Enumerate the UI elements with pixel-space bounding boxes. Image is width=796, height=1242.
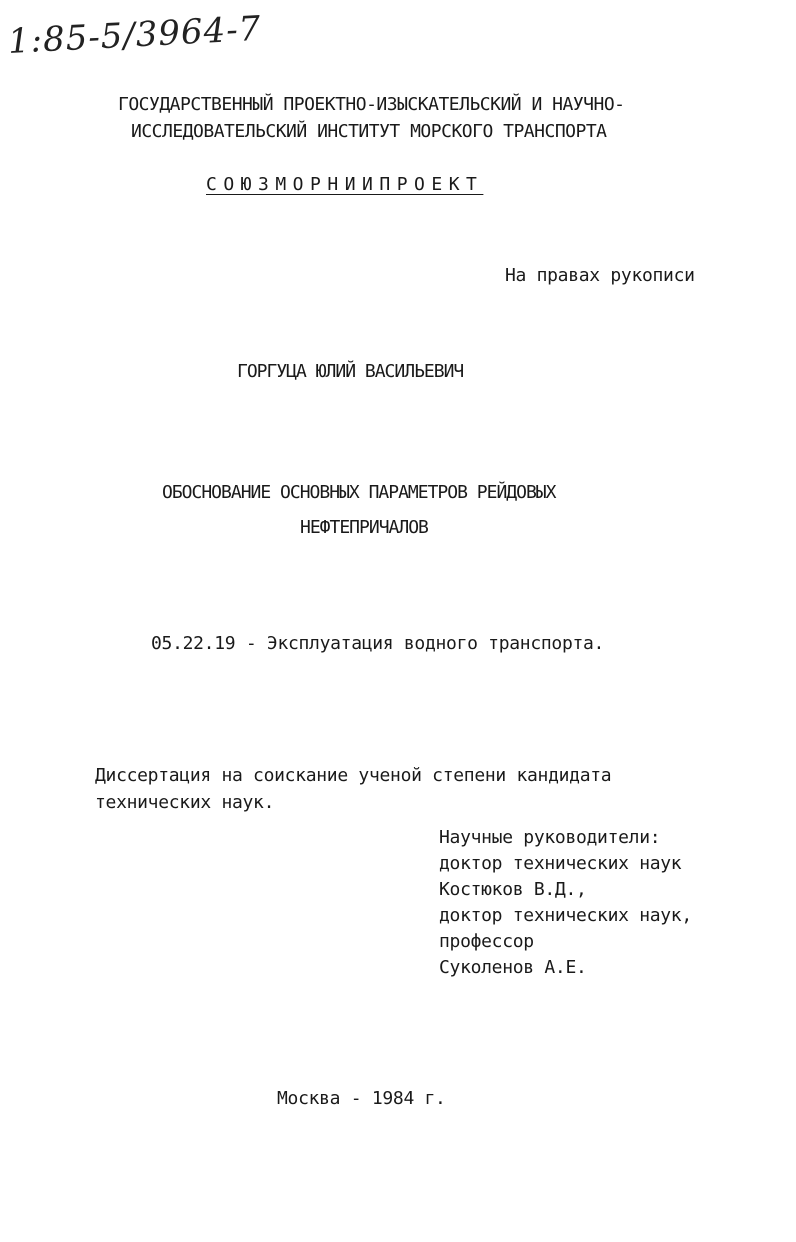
handwritten-registration-code: 1:85-5/3964-7 bbox=[6, 8, 263, 62]
rights-note: На правах рукописи bbox=[505, 265, 695, 286]
supervisor-line: Костюков В.Д., bbox=[439, 879, 587, 900]
title-line-1: ОБОСНОВАНИЕ ОСНОВНЫХ ПАРАМЕТРОВ РЕЙДОВЫХ bbox=[162, 482, 556, 503]
institute-name-line-1: ГОСУДАРСТВЕННЫЙ ПРОЕКТНО-ИЗЫСКАТЕЛЬСКИЙ И НАУЧНО- bbox=[118, 94, 625, 115]
author-name: ГОРГУЦА ЮЛИЙ ВАСИЛЬЕВИЧ bbox=[237, 361, 464, 382]
supervisor-line: доктор технических наук bbox=[439, 853, 682, 874]
title-line-2: НЕФТЕПРИЧАЛОВ bbox=[300, 517, 428, 538]
institute-short-name: СОЮЗМОРНИИПРОЕКТ bbox=[206, 174, 484, 195]
supervisors-heading: Научные руководители: bbox=[439, 827, 661, 848]
supervisor-line: Суколенов А.Е. bbox=[439, 957, 587, 978]
supervisor-line: доктор технических наук, bbox=[439, 905, 692, 926]
place-and-year: Москва - 1984 г. bbox=[277, 1088, 446, 1109]
supervisor-line: профессор bbox=[439, 931, 534, 952]
institute-name-line-2: ИССЛЕДОВАТЕЛЬСКИЙ ИНСТИТУТ МОРСКОГО ТРАНСПОРТА bbox=[131, 121, 607, 142]
specialty-code: 05.22.19 - Эксплуатация водного транспорта. bbox=[151, 633, 605, 654]
dissertation-line-2: технических наук. bbox=[95, 792, 275, 813]
dissertation-line-1: Диссертация на соискание ученой степени кандидата bbox=[95, 765, 612, 786]
